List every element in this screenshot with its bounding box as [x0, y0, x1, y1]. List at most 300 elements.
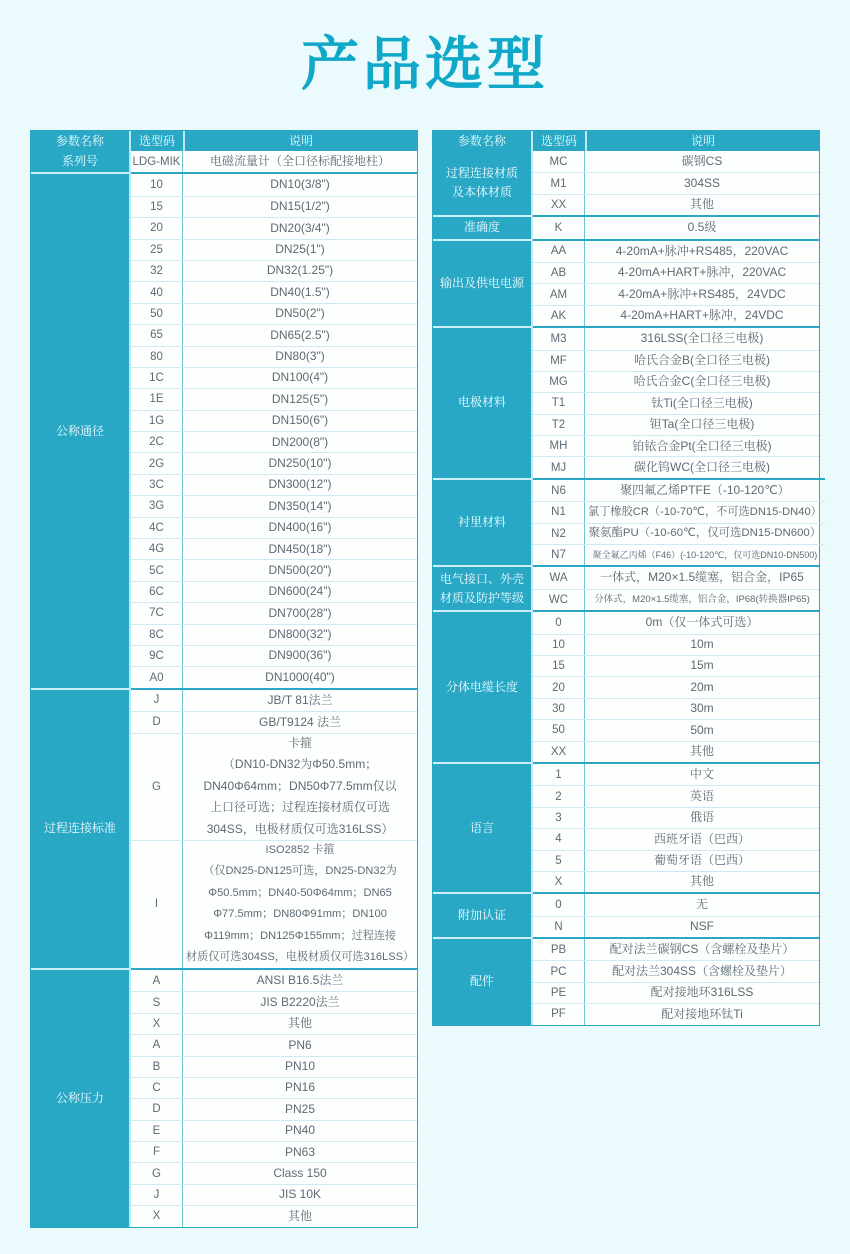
description-cell [585, 851, 819, 871]
table-row [533, 217, 819, 238]
description-line: 0m（仅一体式可选） [645, 615, 759, 630]
code-cell: PB [533, 939, 585, 960]
description-line: （仅DN25-DN125可选，DN25-DN32为 [203, 865, 397, 878]
group-rows [533, 610, 819, 762]
description-line: DN250(10") [268, 455, 332, 470]
parameter-group [433, 565, 819, 610]
table-row [533, 698, 819, 719]
group-label [433, 239, 533, 327]
description-cell [183, 453, 417, 473]
description-cell [585, 545, 825, 565]
table-row [131, 346, 417, 367]
description-cell [585, 328, 819, 349]
code-cell: 1G [131, 411, 183, 431]
description-cell [183, 625, 417, 645]
group-label [433, 610, 533, 762]
description-cell [183, 496, 417, 516]
description-cell [585, 656, 819, 676]
description-cell [585, 590, 819, 610]
table-row [131, 970, 417, 991]
description-cell [183, 475, 417, 495]
table-row [131, 991, 417, 1012]
description-line: DN20(3/4") [270, 220, 330, 235]
table-row [533, 719, 819, 740]
table-row [131, 495, 417, 516]
table-row [533, 456, 819, 477]
description-cell [183, 560, 417, 580]
table-row [131, 1205, 417, 1226]
description-line: 304SS [683, 175, 721, 190]
table-row [131, 1098, 417, 1119]
table-row [533, 392, 819, 413]
column-header-param: 参数名称 [31, 131, 131, 151]
table-row [131, 840, 417, 968]
description-line: 哈氏合金C(全口径三电极) [633, 374, 771, 389]
code-cell: 1 [533, 764, 585, 785]
description-cell [585, 786, 819, 806]
table-row [131, 581, 417, 602]
description-line: 电磁流量计（全口径标配接地柱） [209, 154, 390, 168]
code-cell: N6 [533, 480, 585, 501]
description-cell [183, 282, 417, 302]
table-row [533, 241, 819, 262]
description-cell [183, 218, 417, 238]
table-row [533, 785, 819, 806]
code-cell: T2 [533, 415, 585, 435]
description-cell [183, 174, 417, 195]
code-cell: E [131, 1121, 183, 1141]
description-line: DN800(32") [268, 627, 332, 642]
table-row [131, 388, 417, 409]
description-cell [585, 241, 819, 262]
code-cell: 50 [533, 720, 585, 740]
description-line: 其他 [689, 744, 714, 759]
description-cell [183, 261, 417, 281]
description-line: Φ77.5mm；DN80Φ91mm；DN100 [213, 908, 387, 921]
table-row [533, 172, 819, 193]
table-row [131, 1162, 417, 1183]
description-cell [585, 480, 825, 501]
description-cell [183, 1121, 417, 1141]
code-cell: 8C [131, 625, 183, 645]
description-cell [183, 1142, 417, 1162]
description-line: 中文 [689, 766, 714, 781]
description-cell [183, 539, 417, 559]
description-cell [183, 325, 417, 345]
group-label [433, 215, 533, 238]
group-label-line: 过程连接材质 [445, 166, 518, 181]
code-cell: 4C [131, 518, 183, 538]
group-label [433, 326, 533, 478]
table-row [533, 894, 819, 915]
parameter-group [433, 478, 822, 566]
code-cell: 32 [131, 261, 183, 281]
table-row [131, 452, 417, 473]
code-cell: 30 [533, 699, 585, 719]
group-rows [533, 937, 819, 1025]
description-cell [183, 1099, 417, 1119]
description-line: 10m [690, 637, 714, 652]
description-line: 50m [690, 722, 714, 737]
code-cell: 25 [131, 240, 183, 260]
description-cell [585, 720, 819, 740]
code-cell: MF [533, 351, 585, 371]
description-cell [585, 457, 819, 477]
table-row [533, 480, 825, 501]
description-line: 铂铱合金Pt(全口径三电极) [632, 438, 772, 453]
description-line: 4-20mA+HART+脉冲，220VAC [617, 265, 787, 280]
group-rows [533, 151, 819, 215]
description-cell [585, 195, 819, 215]
description-line: PN63 [284, 1144, 316, 1159]
table-row [533, 567, 819, 588]
description-line: 配对法兰碳钢CS（含螺栓及垫片） [609, 942, 795, 957]
group-label-line: 语言 [469, 820, 494, 835]
table-row [131, 733, 417, 840]
code-cell: WA [533, 567, 585, 588]
table-row [533, 194, 819, 215]
table-row [131, 151, 417, 172]
table-row [533, 982, 819, 1003]
description-line: DN450(18") [268, 541, 332, 556]
parameter-group [433, 326, 819, 478]
code-cell: K [533, 217, 585, 238]
table-row [533, 414, 819, 435]
group-rows [533, 215, 819, 238]
table-row [131, 645, 417, 666]
description-cell [585, 502, 825, 522]
code-cell: N [533, 917, 585, 937]
description-line: 15m [690, 658, 714, 673]
description-line: DN350(14") [268, 498, 332, 513]
code-cell: 3C [131, 475, 183, 495]
group-rows [131, 151, 417, 172]
code-cell: MC [533, 151, 585, 172]
code-cell: 4 [533, 829, 585, 849]
description-line: JIS 10K [278, 1187, 322, 1202]
description-cell [183, 240, 417, 260]
description-line: JB/T 81法兰 [267, 692, 333, 707]
code-cell: AB [533, 263, 585, 283]
description-line: Class 150 [273, 1165, 327, 1180]
group-label [433, 151, 533, 215]
description-line: DN40(1.5") [270, 284, 330, 299]
description-line: 聚氨酯PU（-10-60℃，仅可选DN15-DN600） [588, 527, 822, 540]
group-label [433, 937, 533, 1025]
description-line: DN300(12") [268, 477, 332, 492]
parameter-group [433, 610, 819, 762]
code-cell: 40 [131, 282, 183, 302]
description-cell [183, 734, 417, 840]
group-label-line: 电极材料 [457, 395, 506, 410]
description-line: DN15(1/2") [270, 199, 330, 214]
code-cell: 2C [131, 432, 183, 452]
description-line: JIS B2220法兰 [260, 994, 340, 1009]
description-line: 哈氏合金B(全口径三电极) [634, 353, 770, 368]
description-line: 碳化钨WC(全口径三电极) [634, 459, 770, 474]
code-cell: PF [533, 1004, 585, 1024]
code-cell: X [131, 1206, 183, 1226]
code-cell: 20 [131, 218, 183, 238]
description-cell [585, 983, 819, 1003]
code-cell: 9C [131, 646, 183, 666]
table-row [131, 1184, 417, 1205]
table-row [131, 196, 417, 217]
table-row [131, 624, 417, 645]
parameter-group [31, 151, 417, 172]
description-line: 4-20mA+HART+脉冲，24VDC [620, 308, 784, 323]
table-row [533, 850, 819, 871]
code-cell: 5 [533, 851, 585, 871]
code-cell: 10 [131, 174, 183, 195]
code-cell: N2 [533, 524, 585, 544]
description-cell [183, 1206, 417, 1226]
description-cell [183, 992, 417, 1012]
table-row [533, 151, 819, 172]
table-row [533, 262, 819, 283]
description-line: PN16 [284, 1080, 316, 1095]
table-row [131, 538, 417, 559]
group-label-line: 配件 [469, 974, 494, 989]
code-cell: 7C [131, 603, 183, 623]
code-cell: A0 [131, 667, 183, 687]
table-row [131, 431, 417, 452]
parameter-group [433, 762, 819, 892]
description-line: 一体式，M20×1.5缆塞，铝合金，IP65 [600, 570, 804, 585]
code-cell: S [131, 992, 183, 1012]
description-cell [585, 372, 819, 392]
code-cell: WC [533, 590, 585, 610]
description-cell [585, 829, 819, 849]
description-line: 氯丁橡胶CR（-10-70℃，不可选DN15-DN40） [588, 505, 822, 518]
description-cell [585, 151, 819, 172]
group-rows [131, 172, 417, 687]
group-rows [131, 968, 417, 1227]
description-line: 4-20mA+脉冲+RS485，220VAC [615, 243, 789, 258]
description-line: DN1000(40") [265, 669, 335, 684]
description-line: 英语 [689, 788, 714, 803]
group-label-line: 准确度 [463, 220, 500, 235]
description-line: 聚四氟乙烯PTFE（-10-120℃） [620, 482, 790, 497]
table-row [533, 305, 819, 326]
description-cell [183, 582, 417, 602]
code-cell: 4G [131, 539, 183, 559]
group-label-line: 电气接口、外壳 [439, 571, 524, 586]
description-line: 俄语 [689, 810, 714, 825]
table-row [131, 1120, 417, 1141]
description-line: 其他 [689, 874, 714, 889]
description-cell [585, 173, 819, 193]
table-row [533, 634, 819, 655]
table-row [131, 281, 417, 302]
code-cell: G [131, 734, 183, 840]
description-cell [585, 415, 819, 435]
description-line: Φ50.5mm；DN40-50Φ64mm；DN65 [208, 886, 392, 899]
column-header-desc: 说明 [288, 134, 313, 148]
description-line: 20m [690, 679, 714, 694]
group-label-line: 公称通径 [55, 423, 104, 438]
table-row [533, 544, 825, 565]
description-cell [183, 1163, 417, 1183]
group-label [31, 968, 131, 1227]
description-cell [183, 1078, 417, 1098]
code-cell: T1 [533, 393, 585, 413]
description-line: DN10(3/8") [270, 177, 330, 192]
table-header-row [31, 131, 417, 151]
table-row [533, 828, 819, 849]
description-line: PN40 [284, 1123, 316, 1138]
description-line: DN400(16") [268, 520, 332, 535]
description-line: ISO2852 卡箍 [265, 844, 335, 857]
table-row [533, 612, 819, 633]
description-cell [585, 217, 819, 238]
group-rows [533, 239, 819, 327]
description-cell [585, 635, 819, 655]
description-line: PN25 [284, 1101, 316, 1116]
table-row [533, 916, 819, 937]
description-cell [585, 894, 819, 915]
description-cell [183, 690, 417, 711]
code-cell: D [131, 712, 183, 732]
description-cell [183, 712, 417, 732]
code-cell: 2 [533, 786, 585, 806]
product-selection-table-right [432, 130, 820, 1026]
description-cell [585, 742, 819, 762]
code-cell: 2G [131, 453, 183, 473]
description-cell [585, 393, 819, 413]
group-label-line: 材质及防护等级 [439, 590, 524, 605]
description-line: PN6 [288, 1037, 312, 1052]
code-cell: 15 [131, 197, 183, 217]
description-line: 卡箍 [288, 736, 313, 751]
description-cell [183, 667, 417, 687]
group-label [433, 762, 533, 892]
description-line: 西班牙语（巴西） [653, 831, 750, 846]
description-cell [183, 970, 417, 991]
parameter-group [433, 239, 819, 327]
description-cell [585, 524, 825, 544]
description-cell [585, 1004, 819, 1024]
description-line: 配对法兰304SS（含螺栓及垫片） [611, 963, 793, 978]
parameter-group [433, 937, 819, 1025]
group-rows [533, 762, 819, 892]
code-cell: J [131, 690, 183, 711]
description-cell [585, 939, 819, 960]
description-cell [183, 518, 417, 538]
description-cell [585, 917, 819, 937]
code-cell: 6C [131, 582, 183, 602]
table-row [131, 711, 417, 732]
description-line: 钛Ti(全口径三电极) [651, 395, 753, 410]
table-row [131, 1141, 417, 1162]
description-cell [183, 1185, 417, 1205]
code-cell: G [131, 1163, 183, 1183]
code-cell: A [131, 1035, 183, 1055]
description-line: DN80(3") [275, 349, 325, 364]
description-line: Φ119mm；DN125Φ155mm；过程连接 [204, 929, 397, 942]
code-cell: MH [533, 436, 585, 456]
table-row [533, 283, 819, 304]
code-cell: AA [533, 241, 585, 262]
code-cell: XX [533, 742, 585, 762]
description-line: 其他 [689, 197, 714, 212]
description-cell [585, 677, 819, 697]
parameter-group [31, 688, 417, 968]
code-cell: 5C [131, 560, 183, 580]
group-rows [533, 565, 819, 610]
parameter-group [31, 968, 417, 1227]
code-cell: AM [533, 284, 585, 304]
group-label [31, 172, 131, 687]
table-row [131, 324, 417, 345]
code-cell: D [131, 1099, 183, 1119]
code-cell: 80 [131, 347, 183, 367]
description-cell [183, 1057, 417, 1077]
description-line: 上口径可选；过程连接材质仅可选 [210, 800, 391, 815]
parameter-group [433, 151, 819, 215]
table-row [533, 807, 819, 828]
description-line: DN600(24") [268, 584, 332, 599]
description-line: NSF [690, 919, 714, 934]
description-line: DN900(36") [268, 648, 332, 663]
code-cell: C [131, 1078, 183, 1098]
description-line: ANSI B16.5法兰 [256, 972, 344, 987]
page-title: 产品选型 [300, 32, 549, 97]
table-row [533, 1003, 819, 1024]
table-row [131, 602, 417, 623]
description-cell [585, 567, 819, 588]
description-cell [585, 284, 819, 304]
table-row [131, 517, 417, 538]
table-row [533, 655, 819, 676]
description-cell [183, 368, 417, 388]
description-line: 0.5级 [687, 220, 717, 235]
description-cell [183, 646, 417, 666]
description-line: 其他 [287, 1208, 312, 1223]
group-label-line: 及本体材质 [451, 185, 512, 200]
description-line: DN65(2.5") [270, 327, 330, 342]
description-line: 4-20mA+脉冲+RS485，24VDC [618, 286, 786, 301]
code-cell: F [131, 1142, 183, 1162]
description-line: DN500(20") [268, 562, 332, 577]
table-row [533, 371, 819, 392]
table-row [533, 435, 819, 456]
code-cell: N7 [533, 545, 585, 565]
description-line: DN32(1.25") [266, 263, 334, 278]
tables-wrap [0, 104, 850, 1228]
code-cell: 0 [533, 612, 585, 633]
code-cell: 1E [131, 389, 183, 409]
description-cell [183, 841, 417, 968]
table-row [131, 367, 417, 388]
parameter-group [433, 215, 819, 238]
group-label [31, 151, 131, 172]
code-cell: 3 [533, 808, 585, 828]
description-line: （DN10-DN32为Φ50.5mm； [222, 757, 378, 772]
description-cell [183, 347, 417, 367]
parameter-group [433, 892, 819, 937]
table-row [131, 1056, 417, 1077]
description-cell [183, 432, 417, 452]
code-cell: MJ [533, 457, 585, 477]
description-cell [585, 764, 819, 785]
description-line: DN150(6") [271, 413, 329, 428]
code-cell: 15 [533, 656, 585, 676]
description-cell [585, 872, 819, 892]
table-row [533, 501, 825, 522]
code-cell: 3G [131, 496, 183, 516]
description-cell [585, 808, 819, 828]
